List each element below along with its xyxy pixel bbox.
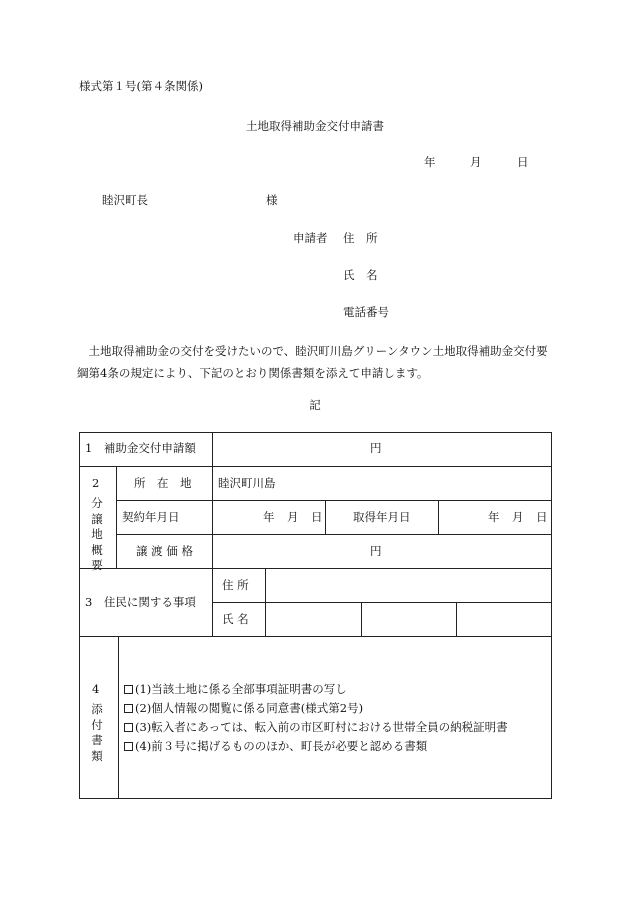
checkbox[interactable] xyxy=(124,685,133,694)
contract-day-label: 日 xyxy=(311,510,323,524)
attachments-label: 添付書類 xyxy=(91,702,103,763)
application-statement: 土地取得補助金の交付を受けたいので、睦沢町川島グリーンタウン土地取得補助金交付要綱第4条の規定により、下記のとおり関係書類を添えて申請します。 xyxy=(77,344,548,380)
applicant-address-label: 住 所 xyxy=(343,231,378,245)
date-day-label: 日 xyxy=(517,155,529,169)
acquisition-year-label: 年 xyxy=(488,510,500,524)
resident-name-label: 氏 名 xyxy=(222,612,249,626)
applicant-phone-label: 電話番号 xyxy=(343,305,389,319)
contract-date-label: 契約年月日 xyxy=(122,510,180,524)
date-month-label: 月 xyxy=(470,155,482,169)
acquisition-day-label: 日 xyxy=(536,510,548,524)
applicant-name-label: 氏 名 xyxy=(343,268,378,282)
attachment-item: (2)個人情報の閲覧に係る同意書(様式第2号) xyxy=(124,703,363,715)
section-4-number: 4 xyxy=(92,682,100,696)
acquisition-date-label: 取得年月日 xyxy=(353,510,411,524)
date-year-label: 年 xyxy=(424,155,436,169)
page-title: 土地取得補助金交付申請書 xyxy=(246,119,384,133)
location-label: 所 在 地 xyxy=(134,476,192,490)
checkbox[interactable] xyxy=(124,704,133,713)
acquisition-month-label: 月 xyxy=(512,510,524,524)
resident-matters-label: 3 住民に関する事項 xyxy=(85,595,196,609)
checkbox[interactable] xyxy=(124,742,133,751)
attachment-item: (1)当該土地に係る全部事項証明書の写し xyxy=(124,684,347,696)
transfer-price-label: 譲 渡 価 格 xyxy=(136,544,193,558)
attachment-item: (3)転入者にあっては、転入前の市区町村における世帯全員の納税証明書 xyxy=(124,722,508,734)
addressee: 睦沢町長 xyxy=(102,193,148,207)
subsidy-amount-unit: 円 xyxy=(370,441,382,455)
contract-month-label: 月 xyxy=(287,510,299,524)
checkbox[interactable] xyxy=(124,723,133,732)
attachment-item: (4)前３号に掲げるもののほか、町長が必要と認める書類 xyxy=(124,741,427,753)
location-value: 睦沢町川島 xyxy=(218,476,276,490)
resident-address-label: 住 所 xyxy=(222,578,249,592)
section-2-number: 2 xyxy=(92,476,100,490)
applicant-label: 申請者 xyxy=(293,231,328,245)
ki-label: 記 xyxy=(309,398,321,412)
subsidy-amount-label: 1 補助金交付申請額 xyxy=(85,441,196,455)
form-number: 様式第１号(第４条関係) xyxy=(79,79,203,93)
lot-overview-label: 分譲地概要 xyxy=(91,496,103,572)
transfer-price-unit: 円 xyxy=(370,544,382,558)
contract-year-label: 年 xyxy=(263,510,275,524)
honorific: 様 xyxy=(266,193,278,207)
